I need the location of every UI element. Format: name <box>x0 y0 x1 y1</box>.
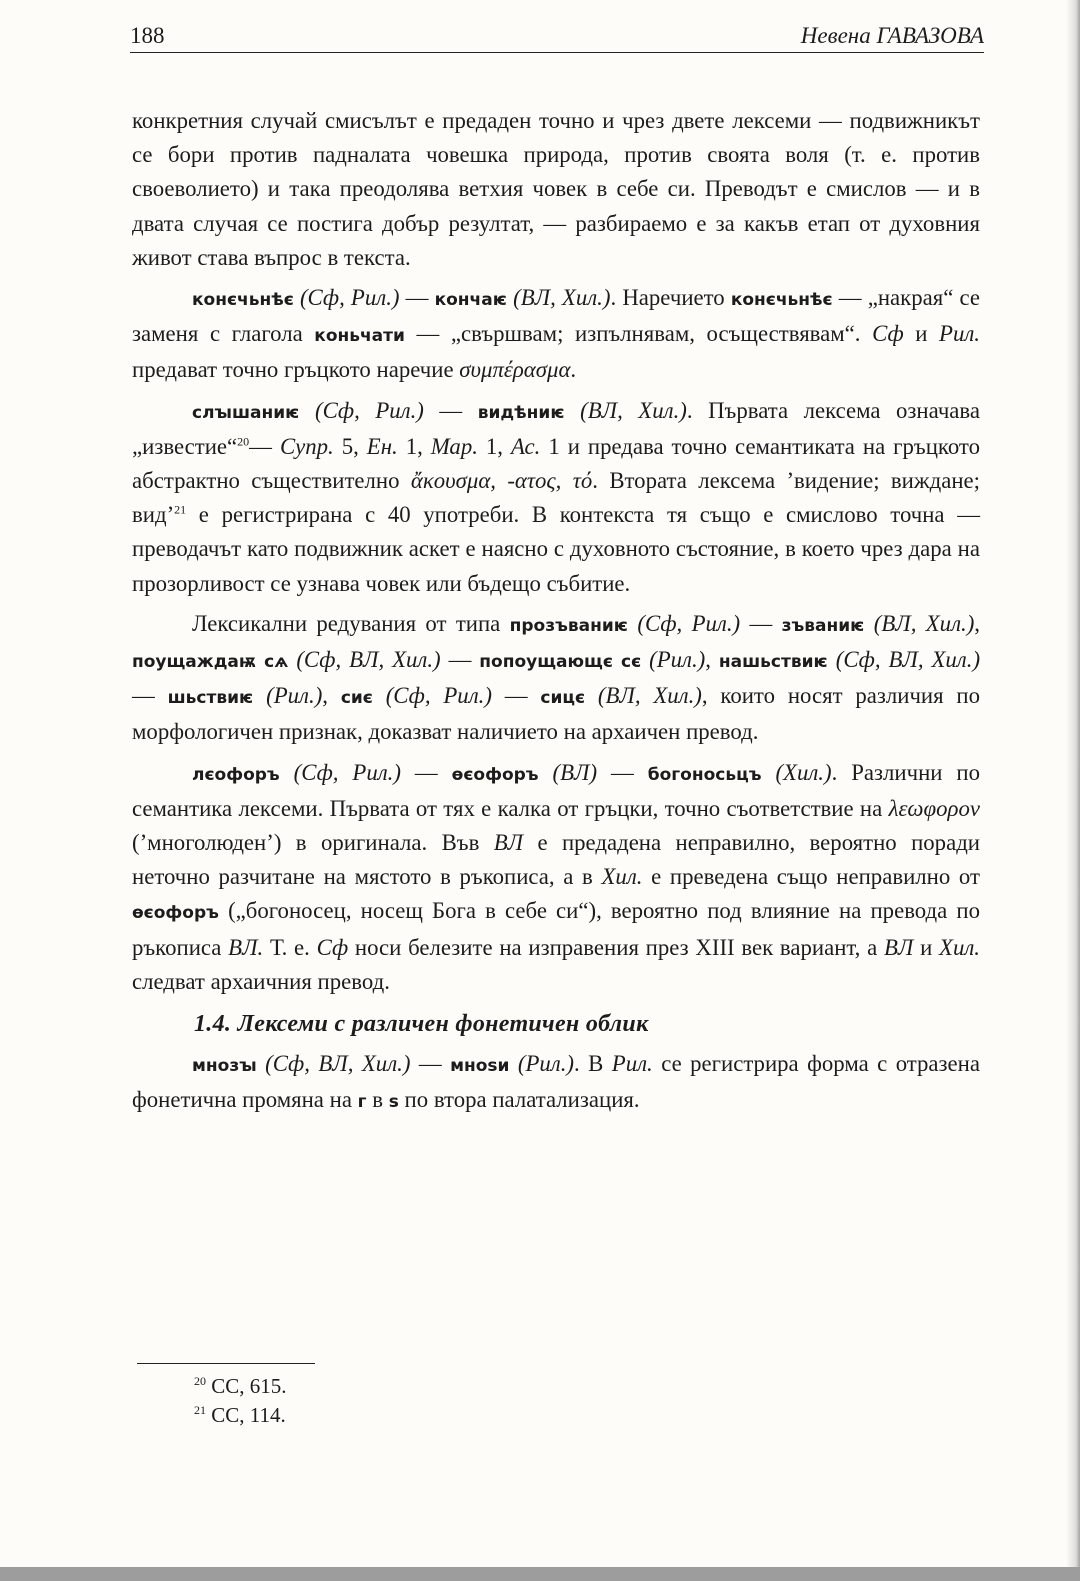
greek-word: λεωφορον <box>888 795 980 821</box>
text-run: в <box>366 1087 389 1113</box>
source-ref: (Сф, Рил.) <box>299 285 400 311</box>
source-ref: (Хил.) <box>775 759 832 785</box>
cs-word: зъваниѥ <box>781 615 865 636</box>
source-ref: (Сф, ВЛ, Хил.) <box>265 1051 411 1077</box>
text-run: — <box>423 397 478 423</box>
text-run: . Първата лексема означава „известие“ <box>132 397 981 459</box>
cs-letter: ѕ <box>388 1092 399 1113</box>
text-run: — <box>491 683 541 709</box>
text-run: — <box>440 647 480 673</box>
footnote-text: СС, 114. <box>211 1403 286 1427</box>
source-ref: (Рил.) <box>517 1051 575 1077</box>
text-run: 1 и предава точно семантиката на гръцкото абстрактно съществително <box>132 433 980 494</box>
text-run: е регистрирана с 40 употреби. В контекста тя също е смислово точна — преводачът като подвижник аскет е наясно с духовното състояние, в което чрез дара на прозорливост се узнава човек или бъдещо събитие. <box>132 502 980 596</box>
greek-word: συμπέρασμα <box>459 357 571 383</box>
text-run: — <box>249 433 280 459</box>
cs-word: ѳєофоръ <box>451 764 539 785</box>
text-run: и <box>913 934 940 960</box>
text-run: 1, <box>397 433 431 459</box>
source-ref: (Сф, ВЛ, Хил.) <box>835 647 981 673</box>
text-run: се регистрира форма с отразена фонетична промяна на <box>132 1051 980 1113</box>
cs-word: попоущающє сє <box>479 652 642 673</box>
text-run: . Наречието <box>610 285 731 311</box>
page-number: 188 <box>130 23 165 48</box>
cs-word: ѳєофоръ <box>132 903 219 924</box>
page-edge-shadow <box>1066 0 1080 1581</box>
paragraph-2 <box>132 281 980 388</box>
source-ref: Сф <box>872 321 904 347</box>
source-ref: Супр. <box>279 433 334 459</box>
source-ref: Рил. <box>939 321 980 347</box>
text-run: следват архаичния превод. <box>132 968 390 994</box>
text-run: , <box>974 610 980 636</box>
cs-word: прозъваниѥ <box>509 615 629 636</box>
cs-word: видѣниѥ <box>477 402 565 423</box>
source-ref: (Сф, ВЛ, Хил.) <box>296 647 441 673</box>
paragraph-1: конкретния случай смисълът е предаден точно и чрез двете лексеми — подвижникът се бори против падналата човешка природа, против своята воля (т. е. против своеволието) и така преодолява ветхия човек в себе си. Преводът е смислов — и в двата случая се постига добър резултат, — разбираемо е за какъв етап от духовния живот става въпрос в текста. <box>132 108 980 270</box>
source-ref: Ас. <box>510 433 541 459</box>
source-ref: ВЛ <box>493 830 524 856</box>
cs-word: лєофоръ <box>192 764 280 785</box>
cs-word: богоносьцъ <box>647 764 762 785</box>
text-run: . В <box>574 1051 612 1077</box>
greek-word: ἄκουσμα, -ατος, τό <box>410 468 593 494</box>
text-run: . <box>570 357 577 383</box>
text-run: и <box>903 321 940 347</box>
text-run: 1, <box>477 433 511 459</box>
source-ref: Рил. <box>611 1051 653 1077</box>
paragraph-6 <box>132 1047 980 1119</box>
cs-word: конєчьнѣє <box>730 290 833 311</box>
text-run: — <box>400 759 452 785</box>
source-ref: Хил. <box>601 864 643 890</box>
text-run: , <box>705 647 719 673</box>
paragraph-3 <box>132 394 980 601</box>
footnote-number: 20 <box>194 1374 206 1388</box>
text-run: („богоносец, носещ Бога в себе си“), вероятно под влияние на превода по ръкописа <box>132 898 980 960</box>
text-run: е предадена неправилно, вероятно поради неточно разчитане на мястото в ръкописа, а в <box>132 830 980 890</box>
footnote-21 <box>194 1401 287 1430</box>
source-ref: (ВЛ, Хил.) <box>873 610 975 636</box>
source-ref: (Рил.) <box>266 683 323 709</box>
cs-letter: г <box>357 1092 367 1113</box>
footnote-number: 21 <box>194 1403 206 1417</box>
text-run: , <box>322 683 341 709</box>
source-ref: (ВЛ, Хил.) <box>597 683 702 709</box>
text-run: носи белезите на изправения през XIII век вариант, а <box>348 934 884 960</box>
text-run: (’многолюден’) в оригинала. Във <box>132 830 494 856</box>
text-run: е преведена също неправилно от <box>642 864 980 890</box>
footnotes <box>194 1372 287 1430</box>
author-name: Невена ГАВАЗОВА <box>800 23 984 48</box>
cs-word: слꙑшаниѥ <box>192 402 300 423</box>
paragraph-5 <box>132 756 980 999</box>
source-ref: Мар. <box>430 433 478 459</box>
section-heading: 1.4. Лексеми с различен фонетичен облик <box>194 1011 649 1038</box>
text-run: — <box>410 1051 451 1077</box>
cs-word: мнозꙑ <box>192 1056 257 1077</box>
footnote-divider <box>137 1363 315 1364</box>
cs-word: сиє <box>340 688 373 709</box>
cs-word: шьствиѥ <box>167 688 254 709</box>
text-run: — „накрая“ се заменя с глагола <box>132 285 981 347</box>
source-ref: (ВЛ, Хил.) <box>580 397 687 423</box>
paragraph-4 <box>132 607 980 750</box>
source-ref: (ВЛ, Хил.) <box>513 285 611 311</box>
scan-bottom-band <box>0 1567 1080 1581</box>
footnote-ref-20[interactable]: 20 <box>237 434 250 449</box>
cs-word: конєчьнѣє <box>192 290 294 311</box>
text-run: — „свършвам; изпълнявам, осъществявам“. <box>404 321 873 347</box>
cs-word: нашьствиѥ <box>718 652 828 673</box>
source-ref: (Сф, Рил.) <box>314 397 424 423</box>
footnote-ref-21[interactable]: 21 <box>174 502 187 517</box>
text-run: — <box>132 683 168 709</box>
source-ref: (Сф, Рил.) <box>637 610 741 636</box>
text-run: предават точно гръцкото наречие <box>132 357 460 383</box>
source-ref: Сф <box>316 934 349 960</box>
text-run: — <box>399 285 435 311</box>
text-run: . Различни по семантика лексеми. Първата от тях е калка от гръцки, точно съответствие на <box>132 759 980 821</box>
text-run: , които носят различия по морфологичен признак, доказват наличието на архаичен превод. <box>132 683 981 745</box>
running-header <box>130 22 984 53</box>
text-run: Лексикални редувания от типа <box>192 610 510 636</box>
text-run: — <box>740 610 782 636</box>
source-ref: (ВЛ) <box>552 759 598 785</box>
body-text <box>132 104 980 1120</box>
footnote-20 <box>194 1372 287 1401</box>
footnote-text: СС, 615. <box>211 1374 287 1398</box>
text-run: по втора палатализация. <box>398 1087 640 1113</box>
cs-word: коньчати <box>314 326 405 347</box>
source-ref: (Сф, Рил.) <box>385 683 492 709</box>
source-ref: ВЛ <box>883 934 914 960</box>
cs-word: кончаѥ <box>434 290 507 311</box>
text-run: . Втората лексема ’видение; виждане; вид’ <box>132 468 980 528</box>
text-run: 5, <box>333 433 367 459</box>
text-run: Т. е. <box>263 934 317 960</box>
source-ref: Ен. <box>366 433 398 459</box>
text-run: — <box>597 759 648 785</box>
cs-word: сицє <box>540 688 586 709</box>
cs-word: поущаждаѭ сѧ <box>132 652 289 673</box>
cs-word: мноѕи <box>450 1056 510 1077</box>
source-ref: (Рил.) <box>649 647 706 673</box>
source-ref: (Сф, Рил.) <box>293 759 401 785</box>
source-ref: Хил. <box>939 934 980 960</box>
source-ref: ВЛ. <box>228 934 264 960</box>
